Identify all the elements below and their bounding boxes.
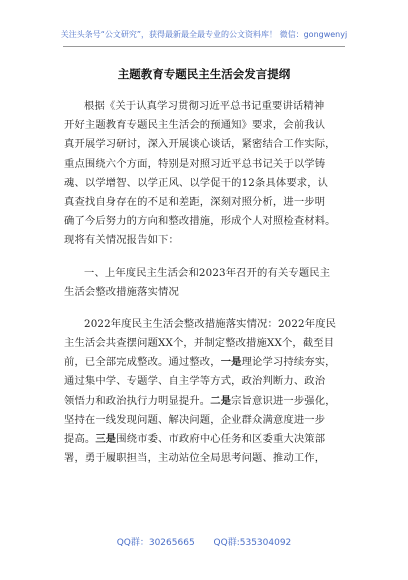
- section-heading-line: 一、上年度民主生活会和2023年召开的有关专题民主: [84, 266, 331, 279]
- paragraph-gap: [64, 302, 344, 315]
- body-line: [64, 392, 344, 411]
- intro-line: 确了今后努力的方向和整改措施，形成个人对照检查材料。: [64, 215, 336, 228]
- intro-line: 根据《关于认真学习贯彻习近平总书记重要讲话精神: [84, 100, 325, 112]
- body-text-run: 理论学习持续夯实，: [241, 356, 336, 369]
- paragraph-gap: [64, 251, 344, 264]
- intro-line: 魂、以学增智、以学正风、以学促干的12条具体要求，认: [64, 176, 329, 189]
- body-line: 2022年度民主生活会整改措施落实情况：2022年度民: [84, 317, 337, 330]
- header-divider: [63, 46, 345, 47]
- body-line: 署，勇于履职担当，主动站位全局思考问题、推动工作，: [64, 452, 326, 465]
- body-text-run: 领悟力和政治执行力明显提升。: [64, 394, 211, 407]
- body-line: 坚持在一线发现问题、解决问题，企业群众满意度进一步: [64, 413, 326, 426]
- intro-line: 真开展学习研讨，深入开展谈心谈话，紧密结合工作实际，: [64, 138, 336, 151]
- document-body: [64, 97, 344, 468]
- page-footer: [0, 535, 408, 548]
- body-text-run: 提高。: [64, 433, 96, 445]
- intro-line: 重点围绕六个方面，特别是对照习近平总书记关于以学铸: [64, 157, 326, 170]
- intro-line: 开好主题教育专题民主生活会的预通知》要求，会前我认: [64, 119, 326, 132]
- body-line: [64, 430, 344, 449]
- page-header-notice: 关注头条号“公文研究”，获得最新最全最专业的公文资料库！ 微信：gongwenyj: [60, 30, 348, 39]
- body-line: [64, 353, 344, 372]
- point-marker-2: 二是: [210, 394, 232, 407]
- body-text-run: 宗旨意识进一步强化，: [231, 394, 336, 407]
- point-marker-1: 一是: [220, 356, 242, 369]
- section-heading-line: 生活会整改措施落实情况: [64, 285, 179, 298]
- body-line: 通过集中学、专题学、自主学等方式，政治判断力、政治: [64, 375, 326, 388]
- point-marker-3: 三是: [95, 433, 117, 445]
- body-line: 主生活会共查摆问题XX个，并制定整改措施XX个，截至目: [64, 337, 335, 350]
- document-title: 主题教育专题民主生活会发言提纲: [117, 67, 291, 81]
- body-text-run: 前，已全部完成整改。通过整改，: [64, 356, 221, 369]
- intro-line: 真查找自身存在的不足和差距，深刻对照分析，进一步明: [64, 195, 326, 208]
- body-text-run: 围绕市委、市政府中心任务和区委重大决策部: [116, 433, 326, 445]
- footer-qq-group-2: QQ群:535304092: [213, 538, 292, 548]
- intro-line: 现将有关情况报告如下：: [64, 234, 179, 247]
- footer-qq-group-1: QQ群：30265665: [116, 538, 195, 548]
